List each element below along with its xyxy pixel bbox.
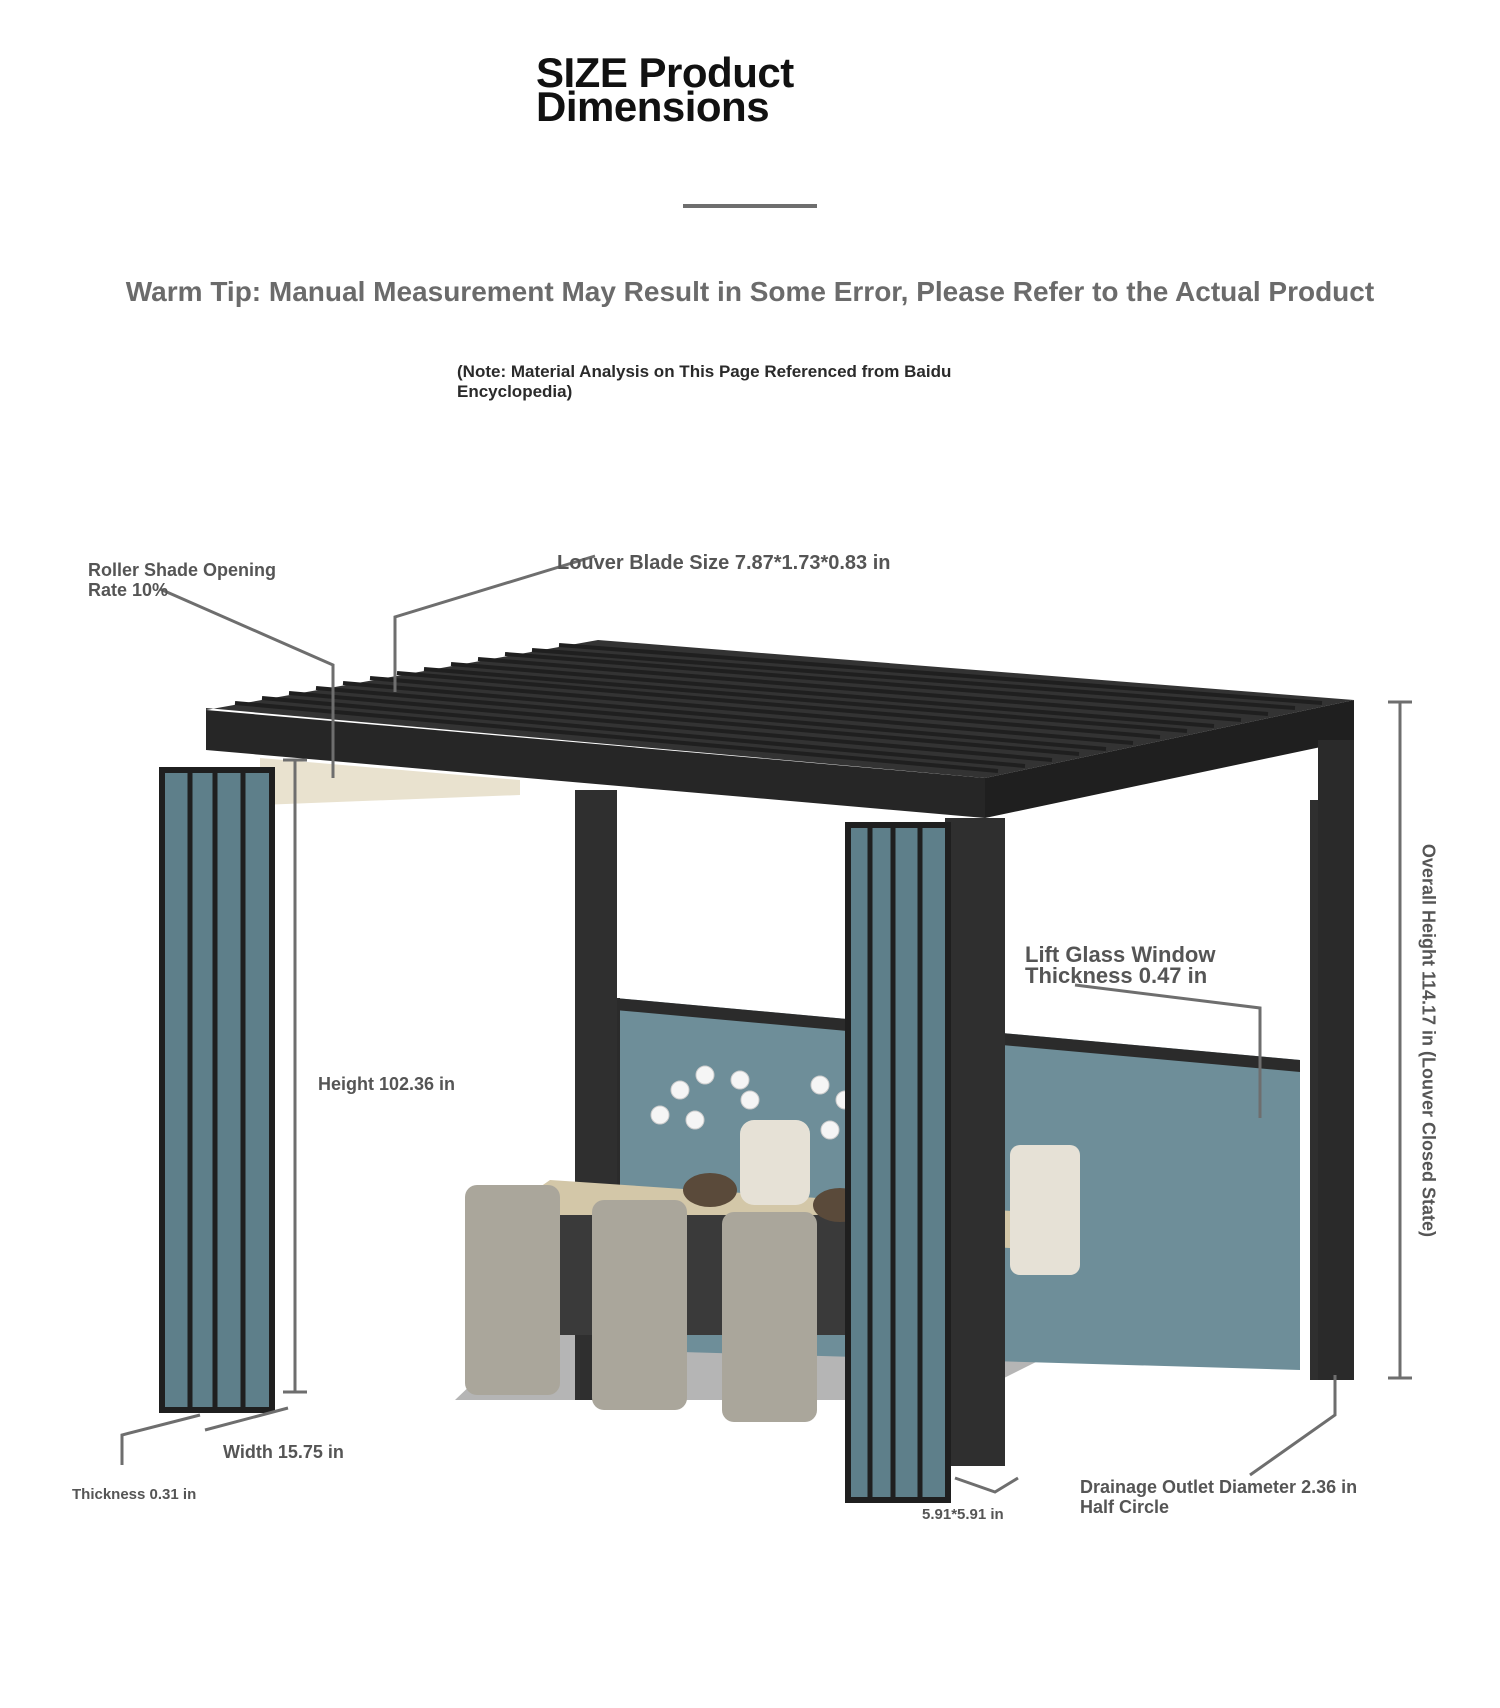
louver-blade-label: Louver Blade Size 7.87*1.73*0.83 in — [557, 552, 891, 574]
post-size-dim-line — [955, 1478, 1018, 1492]
front-post-right — [945, 818, 1005, 1466]
lift-glass-label — [1025, 944, 1325, 986]
warm-tip: Warm Tip: Manual Measurement May Result in Some Error, Please Refer to the Actual Product — [125, 276, 1375, 307]
drainage-label-line-2: Half Circle — [1080, 1497, 1170, 1517]
width-label: Width 15.75 in — [223, 1442, 344, 1462]
roller-shade-label-line-1: Roller Shade Opening — [88, 560, 277, 580]
note-line-1: (Note: Material Analysis on This Page Referenced from Baidu — [457, 362, 952, 381]
post-size-label: 5.91*5.91 in — [922, 1506, 1004, 1523]
thickness-leader — [122, 1415, 200, 1465]
flower-pot-1 — [683, 1173, 737, 1207]
roller-shade-label — [88, 560, 328, 600]
drainage-leader — [1250, 1375, 1335, 1475]
chair-3 — [722, 1212, 817, 1422]
height-label: Height 102.36 in — [318, 1074, 456, 1094]
roller-shade-label-line-2: Rate 10% — [88, 580, 169, 600]
note-line-2: Encyclopedia) — [457, 382, 573, 401]
corner-post-back — [1318, 740, 1354, 1380]
chair-2 — [592, 1200, 687, 1410]
chair-1 — [465, 1185, 560, 1395]
overall-height-label: Overall Height 114.17 in (Louver Closed State) — [1418, 843, 1439, 1238]
chair-end — [1010, 1145, 1080, 1275]
chair-back-far — [740, 1120, 810, 1205]
lift-glass-label-line-2: Thickness 0.47 in — [1025, 963, 1208, 988]
folding-door-right — [848, 825, 948, 1500]
title-line-2: Dimensions — [536, 83, 770, 130]
lift-glass-label-line-1: Lift Glass Window — [1025, 942, 1216, 967]
thickness-label: Thickness 0.31 in — [72, 1486, 197, 1503]
drainage-label-line-1: Drainage Outlet Diameter 2.36 in — [1080, 1477, 1358, 1497]
title-line-1: SIZE Product — [536, 49, 794, 96]
drainage-label — [1080, 1477, 1410, 1517]
